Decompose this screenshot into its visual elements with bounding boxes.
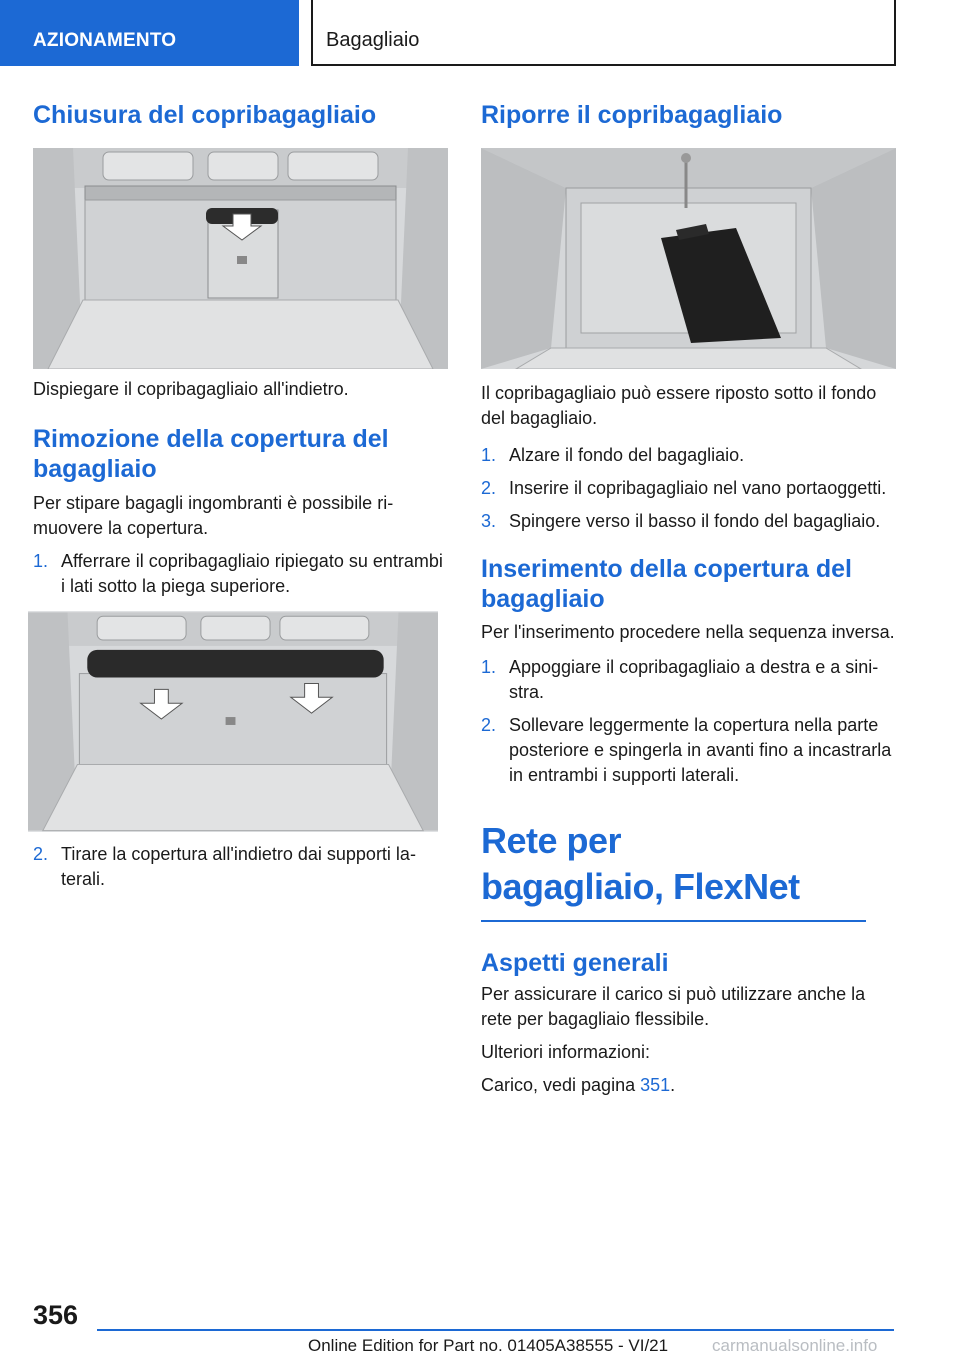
steps-remove-b [33, 842, 448, 892]
para-more-info: Ulteriori informazioni: [481, 1042, 651, 1062]
para-reference [481, 1073, 896, 1098]
watermark: carmanualsonline.info [712, 1336, 878, 1355]
figure-cover-storage [481, 148, 896, 369]
step-number: 3. [481, 511, 497, 531]
step-text: Afferrare il copribagagliaio ripiegato su entrambi i lati sotto la piega superiore. [61, 551, 443, 596]
heading-general: Aspetti generali [481, 949, 669, 977]
chapter-heading-flexnet: Rete per bagagliaio, FlexNet [481, 820, 800, 907]
trunk-floor-storage-illustration [481, 148, 896, 369]
chapter-title: Bagagliaio [326, 29, 420, 51]
step-text: Inserire il copribagagliaio nel vano portaoggetti. [509, 478, 887, 498]
steps-insert-cover [481, 655, 896, 788]
chapter-rule [481, 920, 866, 922]
list-item [481, 476, 896, 501]
right-column [481, 100, 896, 1098]
heading-store-cover: Riporre il copribagagliaio [481, 101, 783, 129]
step-number: 1. [481, 657, 497, 677]
left-column [33, 100, 448, 900]
chapter-header [311, 0, 896, 66]
step-text: Alzare il fondo del bagagliaio. [509, 445, 745, 465]
list-item [481, 713, 896, 788]
edition-text: Online Edition for Part no. 01405A38555 - VI/21 [308, 1336, 669, 1355]
page-number: 356 [33, 1300, 79, 1330]
section-tab [0, 0, 299, 66]
reference-text: Carico, vedi pagina [481, 1075, 641, 1095]
page-link-351[interactable]: 351 [640, 1075, 671, 1095]
step-text: Appoggiare il copribagagliaio a destra e a sinistra. [509, 657, 879, 702]
figure-cover-closing [33, 148, 448, 369]
step-text: Spingere verso il basso il fondo del bagagliaio. [509, 511, 881, 531]
footer-rule [97, 1329, 894, 1331]
intro-store-cover: Il copribagagliaio può essere riposto sotto il fondo del bagagliaio. [481, 383, 877, 428]
reference-end: . [670, 1075, 676, 1095]
figure-cover-removal [28, 611, 438, 832]
heading-remove-cover: Rimozione della copertura del bagagliaio [33, 425, 389, 483]
list-item [33, 842, 448, 892]
step-text: Sollevare leggermente la copertura nella parte posteriore e spingerla in avanti fino a incastrarla in entrambi i supporti laterali. [509, 715, 892, 785]
intro-remove-cover: Per stipare bagagli ingombranti è possibile rimuovere la copertura. [33, 493, 394, 538]
step-number: 1. [33, 551, 49, 571]
trunk-cover-removal-illustration [28, 611, 438, 832]
step-number: 2. [481, 478, 497, 498]
list-item [33, 549, 448, 599]
step-number: 1. [481, 445, 497, 465]
section-title: AZIONAMENTO [33, 30, 177, 51]
step-number: 2. [33, 844, 49, 864]
step-text: Tirare la copertura all'indietro dai supporti laterali. [61, 844, 416, 889]
list-item [481, 655, 896, 705]
steps-store-cover [481, 443, 896, 534]
heading-closing-cover: Chiusura del copribagagliaio [33, 101, 377, 129]
heading-insert-cover: Inserimento della copertura del bagagliaio [481, 555, 852, 613]
para-general: Per assicurare il carico si può utilizzare anche la rete per bagagliaio flessibile. [481, 984, 866, 1029]
trunk-cover-closing-illustration [33, 148, 448, 369]
list-item [481, 509, 896, 534]
intro-insert-cover: Per l'inserimento procedere nella sequenza inversa. [481, 622, 895, 642]
caption-closing-cover: Dispiegare il copribagagliaio all'indietro. [33, 379, 349, 399]
step-number: 2. [481, 715, 497, 735]
steps-remove-a [33, 549, 448, 599]
list-item [481, 443, 896, 468]
